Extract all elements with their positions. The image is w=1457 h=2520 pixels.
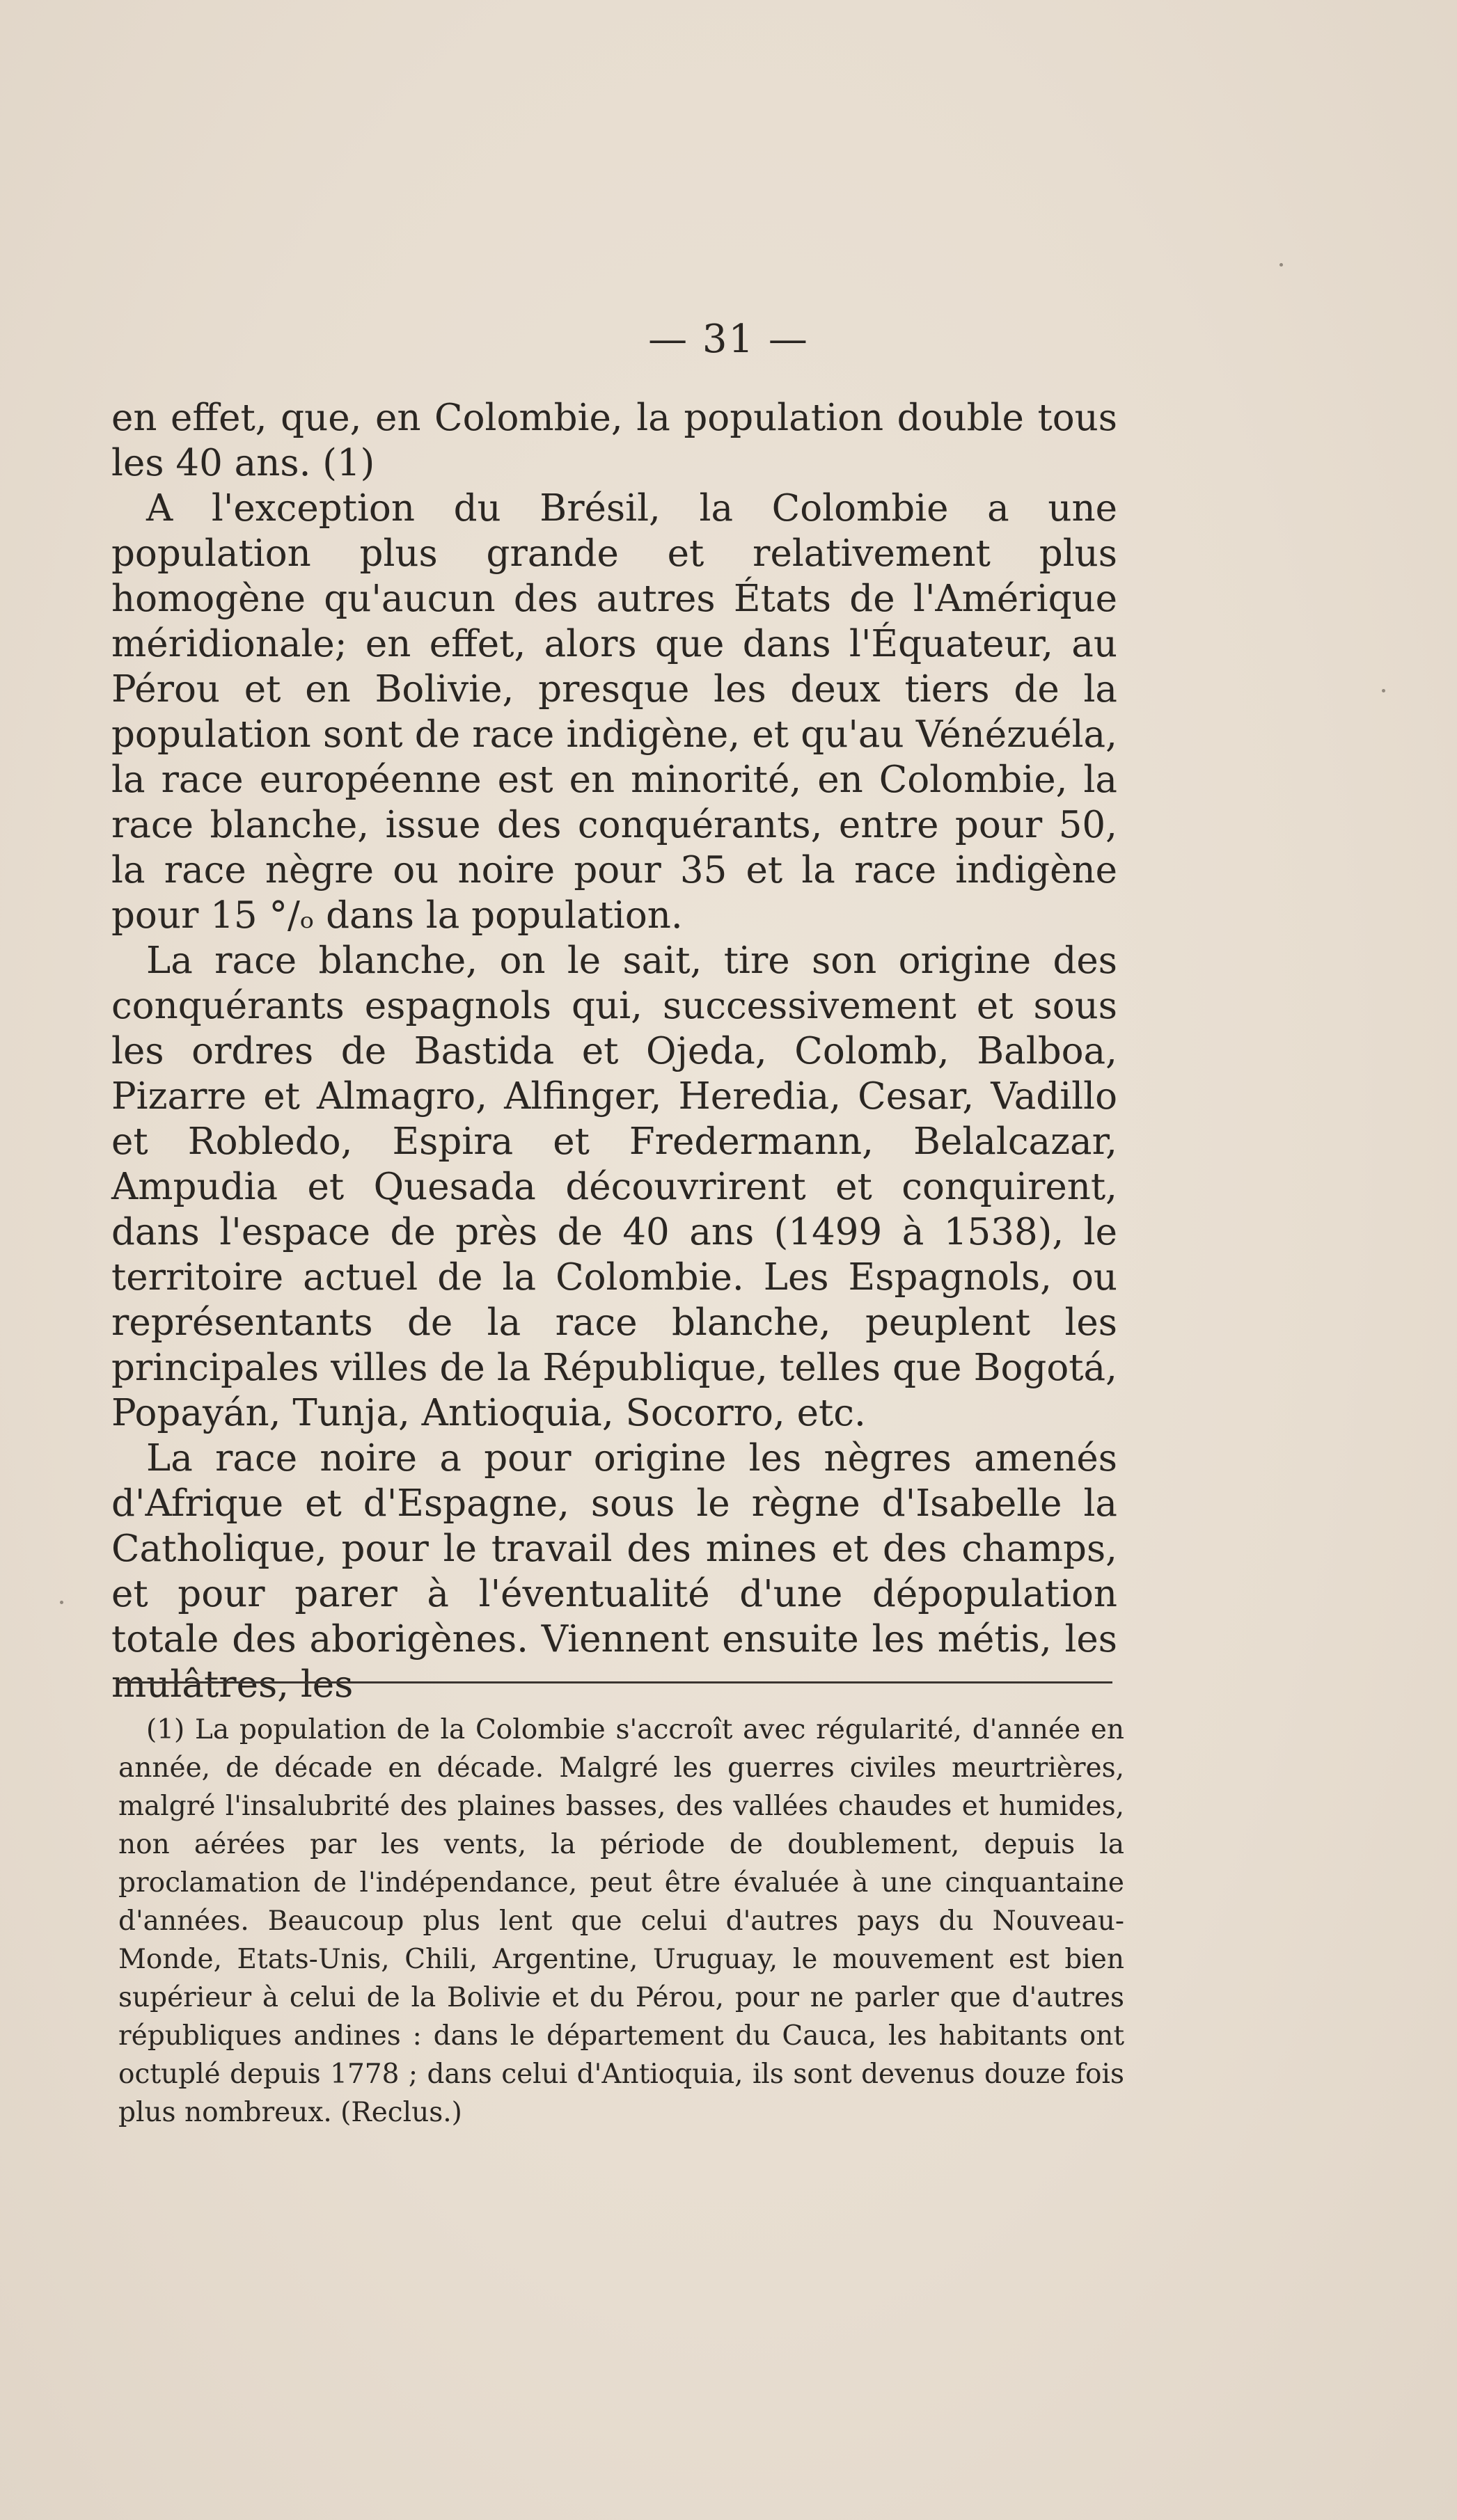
paragraph: La race noire a pour origine les nègres amenés d'Afrique et d'Espagne, sous le règne d'Isabelle la Catholique, pour le travail des mines et des champs, et pour parer à l'éventualité d'une dépopulation totale des aborigènes. Viennent ensuite les métis, les mulâtres, les (111, 1437, 1117, 1706)
paragraph: en effet, que, en Colombie, la population double tous les 40 ans. (1) (111, 397, 1117, 484)
paragraph: A l'exception du Brésil, la Colombie a une population plus grande et relativement plus homogène qu'aucun des autres États de l'Amérique méridionale; en effet, alors que dans l'Équateur, au Pérou et en Bolivie, presque les deux tiers de la population sont de race indigène, et qu'au Vénézuéla, la race européenne est en minorité, en Colombie, la race blanche, issue des conquérants, entre pour 50, la race nègre ou noire pour 35 et la race indigène pour 15 °/ₒ dans la population. (111, 487, 1117, 937)
main-text (111, 395, 1117, 1707)
footnote-divider (117, 1681, 1112, 1683)
footnote (118, 1711, 1124, 2132)
paragraph: La race blanche, on le sait, tire son origine des conquérants espagnols qui, successivement et sous les ordres de Bastida et Ojeda, Colomb, Balboa, Pizarre et Almagro, Alfinger, Heredia, Cesar, Vadillo et Robledo, Espira et Fredermann, Belalcazar, Ampudia et Quesada découvrirent et conquirent, dans l'espace de près de 40 ans (1499 à 1538), le territoire actuel de la Colombie. Les Espagnols, ou représentants de la race blanche, peuplent les principales villes de la République, telles que Bogotá, Popayán, Tunja, Antioquia, Socorro, etc. (111, 940, 1117, 1434)
footnote-text: (1) La population de la Colombie s'accroît avec régularité, d'année en année, de décade en décade. Malgré les guerres civiles meurtrières, malgré l'insalubrité des plaines basses, des vallées chaudes et humides, non aérées par les vents, la période de doublement, depuis la proclamation de l'indépendance, peut être évaluée à une cinquantaine d'années. Beaucoup plus lent que celui d'autres pays du Nouveau-Monde, Etats-Unis, Chili, Argentine, Uruguay, le mouvement est bien supérieur à celui de la Bolivie et du Pérou, pour ne parler que d'autres républiques andines : dans le département du Cauca, les habitants ont octuplé depuis 1778 ; dans celui d'Antioquia, ils sont devenus douze fois plus nombreux. (Reclus.) (118, 1714, 1124, 2128)
page-number: — 31 — (648, 317, 809, 362)
